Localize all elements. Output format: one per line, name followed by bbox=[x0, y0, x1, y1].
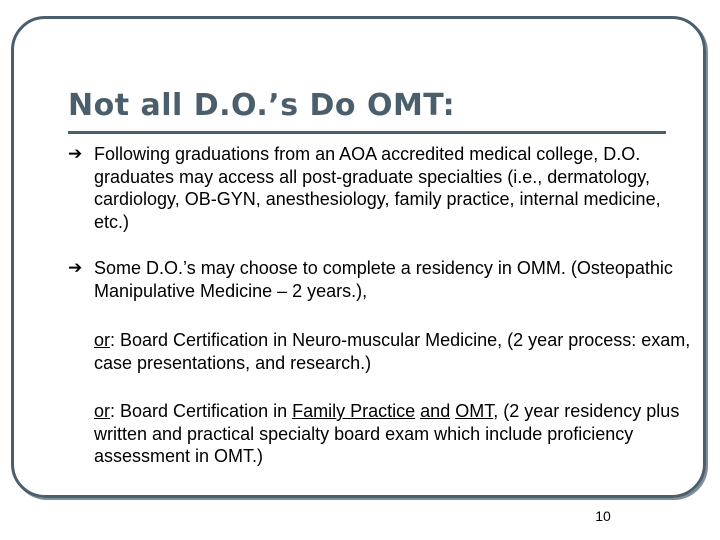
bullet-arrow-icon: ➔ bbox=[68, 258, 83, 277]
omt-word: OMT bbox=[455, 401, 494, 421]
and-word: and bbox=[420, 401, 451, 421]
continuation-paragraph-1 bbox=[94, 329, 694, 374]
slide-title: Not all D.O.’s Do OMT: bbox=[68, 88, 456, 123]
page-number: 10 bbox=[595, 508, 611, 524]
or-label: or bbox=[94, 330, 111, 350]
bullet-arrow-icon: ➔ bbox=[68, 144, 83, 163]
continuation-paragraph-2 bbox=[94, 400, 694, 468]
or-label: or bbox=[94, 401, 111, 421]
continuation-2-text-a: : Board Certification in bbox=[110, 401, 293, 421]
practice-word: Practice bbox=[350, 401, 416, 421]
continuation-2-text-b: , (2 year residency plus written and practical specialty board exam which include proficiency assessment in OMT.) bbox=[94, 401, 680, 466]
bullet-1-text: Following graduations from an AOA accredited medical college, D.O. graduates may access all post-graduate specialties (i.e., dermatology, cardiology, OB-GYN, anesthesiology, family practice, internal medicine, etc.) bbox=[94, 144, 661, 232]
family-word: Family bbox=[292, 401, 346, 421]
title-divider bbox=[68, 131, 666, 134]
continuation-1-text: : Board Certification in Neuro-muscular Medicine, (2 year process: exam, case presentations, and research.) bbox=[94, 330, 691, 373]
bullet-2-text: Some D.O.’s may choose to complete a residency in OMM. (Osteopathic Manipulative Medicine – 2 years.), bbox=[94, 258, 673, 301]
